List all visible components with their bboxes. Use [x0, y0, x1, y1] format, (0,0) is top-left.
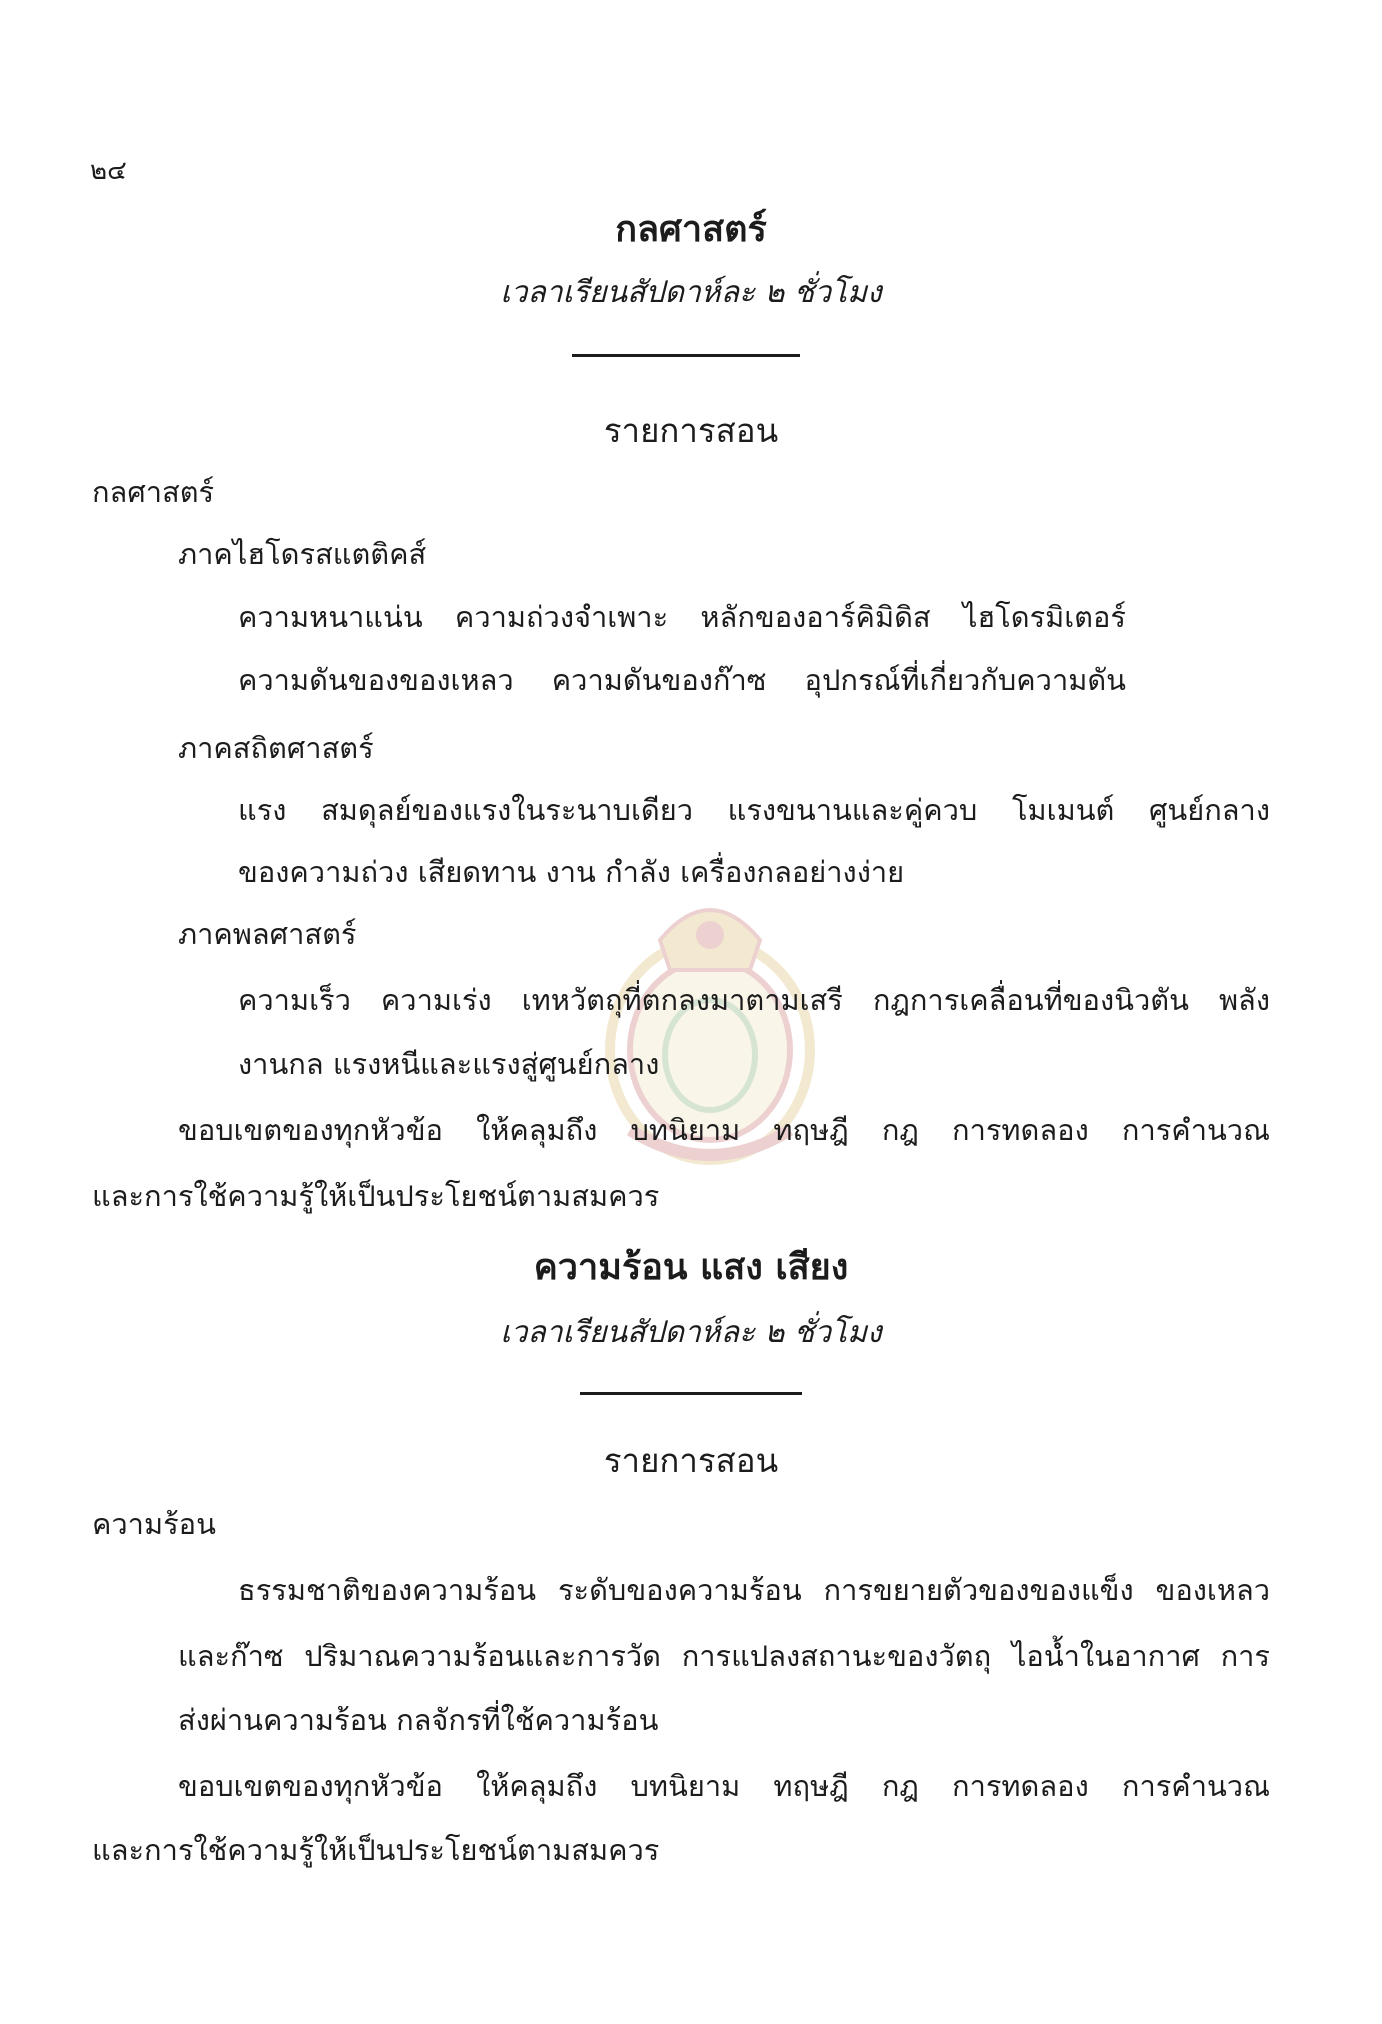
- part-heading: ภาคสถิตศาสตร์: [178, 731, 374, 765]
- scope-line: และการใช้ความรู้ให้เป็นประโยชน์ตามสมควร: [92, 1833, 660, 1867]
- content-line: และก๊าซ ปริมาณความร้อนและการวัด การแปลงสถานะของวัตถุ ไอน้ำในอากาศ การ: [178, 1639, 1270, 1673]
- content-line: งานกล แรงหนีและแรงสู่ศูนย์กลาง: [238, 1047, 660, 1081]
- divider-rule: [580, 1392, 802, 1395]
- section-title: กลศาสตร์: [615, 209, 767, 250]
- list-heading: รายการสอน: [603, 1441, 779, 1480]
- section-title: ความร้อน แสง เสียง: [533, 1247, 849, 1288]
- page-number: ๒๔: [90, 156, 127, 186]
- hours-per-week: เวลาเรียนสัปดาห์ละ ๒ ชั่วโมง: [500, 275, 882, 310]
- scope-line: และการใช้ความรู้ให้เป็นประโยชน์ตามสมควร: [92, 1179, 660, 1213]
- content-line: ความเร็ว ความเร่ง เทหวัตถุที่ตกลงมาตามเสรี กฎการเคลื่อนที่ของนิวตัน พลัง: [238, 983, 1270, 1017]
- content-line: ของความถ่วง เสียดทาน งาน กำลัง เครื่องกลอย่างง่าย: [238, 855, 905, 889]
- content-line: ความหนาแน่น ความถ่วงจำเพาะ หลักของอาร์คิมิดิส ไฮโดรมิเตอร์: [238, 600, 1126, 634]
- content-line: แรง สมดุลย์ของแรงในระนาบเดียว แรงขนานและคู่ควบ โมเมนต์ ศูนย์กลาง: [238, 793, 1270, 827]
- content-line: ความดันของของเหลว ความดันของก๊าซ อุปกรณ์ที่เกี่ยวกับความดัน: [238, 663, 1126, 697]
- content-line: ส่งผ่านความร้อน กลจักรที่ใช้ความร้อน: [178, 1703, 659, 1737]
- content-line: ธรรมชาติของความร้อน ระดับของความร้อน การขยายตัวของของแข็ง ของเหลว: [238, 1573, 1270, 1607]
- list-heading: รายการสอน: [603, 411, 779, 450]
- scope-line: ขอบเขตของทุกหัวข้อ ให้คลุมถึง บทนิยาม ทฤษฎี กฎ การทดลอง การคำนวณ: [178, 1769, 1270, 1803]
- hours-per-week: เวลาเรียนสัปดาห์ละ ๒ ชั่วโมง: [500, 1315, 882, 1350]
- topic-heading: กลศาสตร์: [92, 475, 215, 509]
- part-heading: ภาคไฮโดรสแตติคส์: [178, 537, 427, 571]
- divider-rule: [572, 354, 800, 357]
- scope-line: ขอบเขตของทุกหัวข้อ ให้คลุมถึง บทนิยาม ทฤษฎี กฎ การทดลอง การคำนวณ: [178, 1113, 1270, 1147]
- part-heading: ภาคพลศาสตร์: [178, 917, 357, 951]
- topic-heading: ความร้อน: [92, 1507, 216, 1541]
